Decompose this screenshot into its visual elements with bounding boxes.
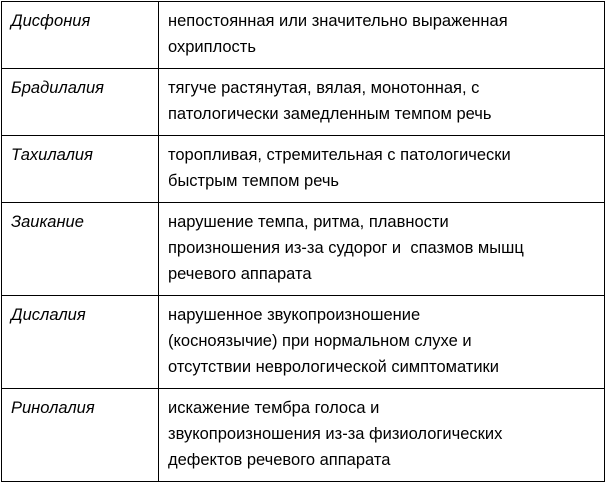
definition-cell <box>159 2 605 69</box>
table-row <box>2 136 605 203</box>
definition-line: речевого аппарата <box>168 265 312 283</box>
table-row <box>2 69 605 136</box>
definition-line: звукопроизношения из-за физиологических <box>168 425 503 443</box>
table-row <box>2 2 605 69</box>
definition-line: (косноязычие) при нормальном слухе и <box>168 332 472 350</box>
definition-cell <box>159 296 605 389</box>
term-text: Брадилалия <box>11 79 104 97</box>
term-cell <box>2 389 159 482</box>
term-text: Тахилалия <box>11 146 93 164</box>
definition-line: нарушенное звукопроизношение <box>168 306 421 324</box>
term-cell <box>2 203 159 296</box>
definition-line: дефектов речевого аппарата <box>168 451 391 469</box>
definition-line: торопливая, стремительная с патологически <box>168 146 511 164</box>
definition-line: произношения из-за судорог и спазмов мышц <box>168 239 524 257</box>
speech-disorders-table <box>1 1 605 482</box>
definition-cell <box>159 389 605 482</box>
term-text: Ринолалия <box>11 399 95 417</box>
definition-cell <box>159 136 605 203</box>
term-text: Заикание <box>11 213 84 231</box>
definition-line: отсутствии неврологической симптоматики <box>168 358 499 376</box>
definition-line: непостоянная или значительно выраженная <box>168 12 508 30</box>
term-text: Дисфония <box>11 12 91 30</box>
definition-cell <box>159 69 605 136</box>
definition-cell <box>159 203 605 296</box>
definition-line: нарушение темпа, ритма, плавности <box>168 213 449 231</box>
definition-line: искажение тембра голоса и <box>168 399 380 417</box>
definition-line: патологически замедленным темпом речь <box>168 105 492 123</box>
term-cell <box>2 136 159 203</box>
definition-line: быстрым темпом речь <box>168 172 340 190</box>
definition-line: охриплость <box>168 38 256 56</box>
term-cell <box>2 2 159 69</box>
term-text: Дислалия <box>11 306 86 324</box>
table-row <box>2 389 605 482</box>
definition-line: тягуче растянутая, вялая, монотонная, с <box>168 79 480 97</box>
term-cell <box>2 69 159 136</box>
term-cell <box>2 296 159 389</box>
table-row <box>2 296 605 389</box>
table-row <box>2 203 605 296</box>
